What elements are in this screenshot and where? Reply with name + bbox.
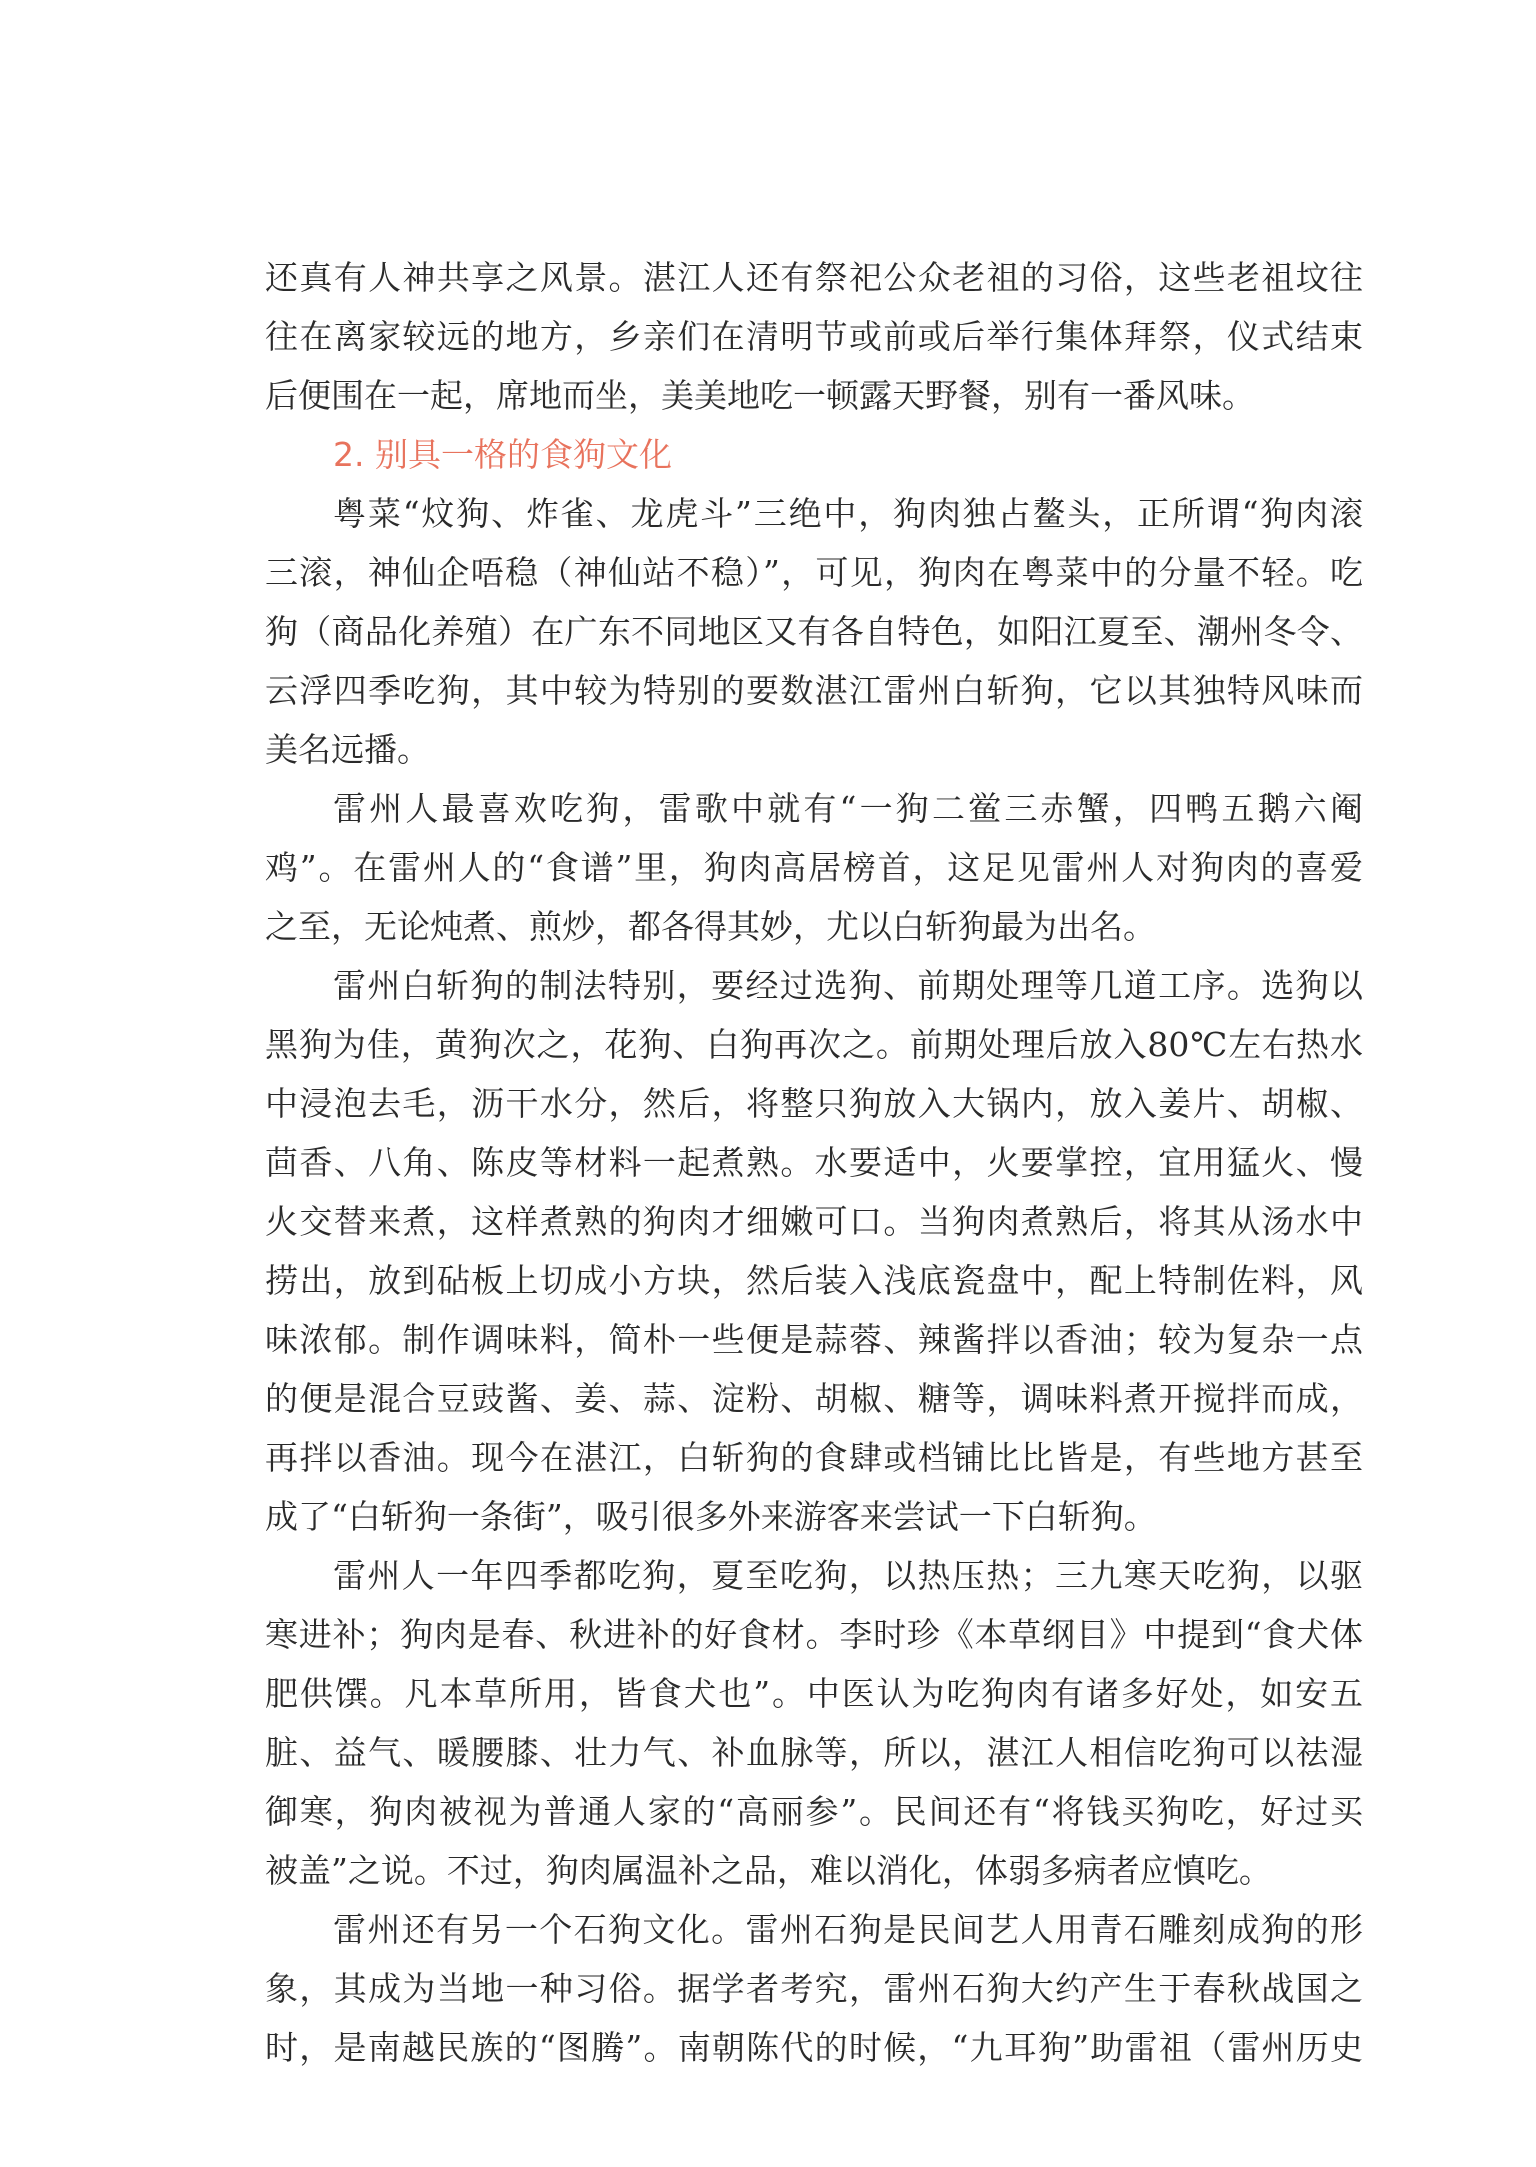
text-line: 粤菜“炆狗、炸雀、龙虎斗”三绝中，狗肉独占鳌头，正所谓“狗肉滚 xyxy=(333,494,1363,533)
text-line: 往在离家较远的地方，乡亲们在清明节或前或后举行集体拜祭，仪式结束 xyxy=(265,317,1363,356)
text-line: 三滚，神仙企唔稳（神仙站不稳）”，可见，狗肉在粤菜中的分量不轻。吃 xyxy=(265,553,1363,592)
text-line: 狗（商品化养殖）在广东不同地区又有各自特色，如阳江夏至、潮州冬令、 xyxy=(265,612,1363,651)
text-line: 云浮四季吃狗，其中较为特别的要数湛江雷州白斩狗，它以其独特风味而 xyxy=(265,671,1363,710)
text-line: 脏、益气、暖腰膝、壮力气、补血脉等，所以，湛江人相信吃狗可以祛湿 xyxy=(265,1733,1363,1772)
text-line: 鸡”。在雷州人的“食谱”里，狗肉高居榜首，这足见雷州人对狗肉的喜爱 xyxy=(265,848,1363,887)
text-line: 时，是南越民族的“图腾”。南朝陈代的时候，“九耳狗”助雷祖（雷州历史 xyxy=(265,2028,1363,2067)
text-line: 肥供馔。凡本草所用，皆食犬也”。中医认为吃狗肉有诸多好处，如安五 xyxy=(265,1674,1363,1713)
text-line: 成了“白斩狗一条街”，吸引很多外来游客来尝试一下白斩狗。 xyxy=(265,1497,1157,1536)
paragraph xyxy=(265,484,1363,779)
text-line: 中浸泡去毛，沥干水分，然后，将整只狗放入大锅内，放入姜片、胡椒、 xyxy=(265,1084,1363,1123)
text-line: 象，其成为当地一种习俗。据学者考究，雷州石狗大约产生于春秋战国之 xyxy=(265,1969,1363,2008)
text-line: 御寒，狗肉被视为普通人家的“高丽参”。民间还有“将钱买狗吃，好过买 xyxy=(265,1792,1363,1831)
text-line: 还真有人神共享之风景。湛江人还有祭祀公众老祖的习俗，这些老祖坟往 xyxy=(265,258,1363,297)
text-line: 再拌以香油。现今在湛江，白斩狗的食肆或档铺比比皆是，有些地方甚至 xyxy=(265,1438,1363,1477)
text-line: 捞出，放到砧板上切成小方块，然后装入浅底瓷盘中，配上特制佐料，风 xyxy=(265,1261,1363,1300)
text-line: 黑狗为佳，黄狗次之，花狗、白狗再次之。前期处理后放入80℃左右热水 xyxy=(265,1025,1363,1064)
text-line: 雷州还有另一个石狗文化。雷州石狗是民间艺人用青石雕刻成狗的形 xyxy=(333,1910,1363,1949)
text-line: 寒进补；狗肉是春、秋进补的好食材。李时珍《本草纲目》中提到“食犬体 xyxy=(265,1615,1363,1654)
paragraph xyxy=(265,1900,1363,2077)
text-line: 茴香、八角、陈皮等材料一起煮熟。水要适中，火要掌控，宜用猛火、慢 xyxy=(265,1143,1363,1182)
body-text xyxy=(265,248,1363,2077)
text-line: 雷州人最喜欢吃狗，雷歌中就有“一狗二鲎三赤蟹，四鸭五鹅六阉 xyxy=(333,789,1363,828)
section-heading: 2. 别具一格的食狗文化 xyxy=(333,435,672,474)
text-line: 美名远播。 xyxy=(265,730,430,769)
paragraph-continuation xyxy=(265,248,1363,425)
paragraph xyxy=(265,1546,1363,1900)
text-line: 火交替来煮，这样煮熟的狗肉才细嫩可口。当狗肉煮熟后，将其从汤水中 xyxy=(265,1202,1363,1241)
text-line: 雷州白斩狗的制法特别，要经过选狗、前期处理等几道工序。选狗以 xyxy=(333,966,1363,1005)
text-line: 雷州人一年四季都吃狗，夏至吃狗，以热压热；三九寒天吃狗，以驱 xyxy=(333,1556,1363,1595)
text-line: 的便是混合豆豉酱、姜、蒜、淀粉、胡椒、糖等，调味料煮开搅拌而成， xyxy=(265,1379,1363,1418)
text-line: 之至，无论炖煮、煎炒，都各得其妙，尤以白斩狗最为出名。 xyxy=(265,907,1156,946)
paragraph xyxy=(265,779,1363,956)
text-line: 被盖”之说。不过，狗肉属温补之品，难以消化，体弱多病者应慎吃。 xyxy=(265,1851,1272,1890)
text-line: 后便围在一起，席地而坐，美美地吃一顿露天野餐，别有一番风味。 xyxy=(265,376,1255,415)
paragraph xyxy=(265,956,1363,1546)
text-line: 味浓郁。制作调味料，简朴一些便是蒜蓉、辣酱拌以香油；较为复杂一点 xyxy=(265,1320,1363,1359)
